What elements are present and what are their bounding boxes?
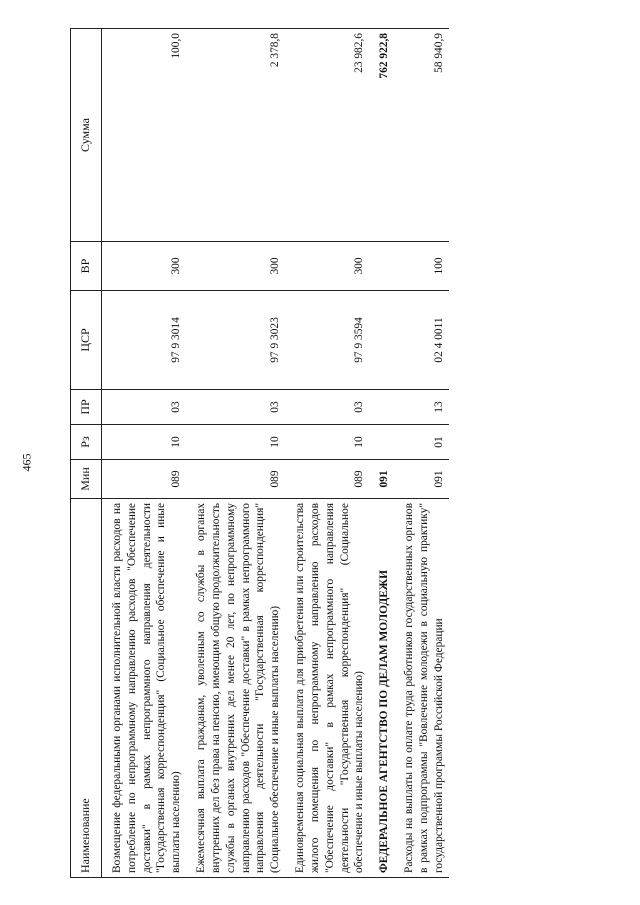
row-pr: 03 [108, 390, 186, 425]
row-min: 091 [400, 460, 448, 499]
header-pr: ПР [71, 390, 102, 425]
header-vr: ВР [71, 242, 102, 291]
row-rz: 10 [192, 425, 285, 460]
budget-table [70, 28, 449, 878]
table-row [108, 29, 186, 878]
row-pr: 03 [192, 390, 285, 425]
header-csr: ЦСР [71, 291, 102, 390]
table-row [400, 29, 448, 878]
row-sum: 23 982,6 [291, 29, 369, 242]
header-sum: Сумма [71, 29, 102, 242]
table-row-agency [375, 29, 394, 878]
row-csr: 02 4 0011 [400, 291, 448, 390]
table-row [192, 29, 285, 878]
row-name: Единовременная социальная выплата для приобретения или строительства жилого помещения по непрограммному направлению расходов "Обеспечение доставки" в рамках непрограммного направления деятельности "Государственная корреспонденция" (Социальное обеспечение и иные выплаты населению) [291, 499, 369, 878]
row-name: Возмещение федеральными органами исполнительной власти расходов на потребление по непрограммному направлению расходов "Обеспечение доставки" в рамках непрограммного направления деятельности "Государственная корреспонденция" (Социальное обеспечение и иные выплаты населению) [108, 499, 186, 878]
row-sum: 100,0 [108, 29, 186, 242]
row-rz: 01 [400, 425, 448, 460]
row-name: Расходы на выплаты по оплате труда работников государственных органов в рамках подпрограммы "Вовлечение молодежи в социальную практику" государственной программы Российской Федерации [400, 499, 448, 878]
row-min: 089 [108, 460, 186, 499]
row-rz: 10 [108, 425, 186, 460]
row-pr: 13 [400, 390, 448, 425]
row-csr: 97 9 3594 [291, 291, 369, 390]
row-vr: 100 [400, 242, 448, 291]
table-row [291, 29, 369, 878]
row-sum: 2 378,8 [192, 29, 285, 242]
agency-sum: 762 922,8 [375, 29, 394, 242]
row-csr [375, 291, 394, 390]
header-rz: Рз [71, 425, 102, 460]
row-vr: 300 [108, 242, 186, 291]
row-min: 091 [375, 460, 394, 499]
row-vr: 300 [192, 242, 285, 291]
agency-name: ФЕДЕРАЛЬНОЕ АГЕНТСТВО ПО ДЕЛАМ МОЛОДЕЖИ [375, 499, 394, 878]
table-header-row [71, 29, 102, 878]
page-number: 465 [19, 453, 34, 472]
row-sum: 58 940,9 [400, 29, 448, 242]
row-min: 089 [192, 460, 285, 499]
row-pr: 03 [291, 390, 369, 425]
row-min: 089 [291, 460, 369, 499]
row-vr: 300 [291, 242, 369, 291]
row-rz: 10 [291, 425, 369, 460]
row-name: Ежемесячная выплата гражданам, уволенным со службы в органах внутренних дел без права на пенсию, имеющим общую продолжительность службы в органах внутренних дел менее 20 лет, по непрограммному направлению расходов "Обеспечение доставки" в рамках непрограммного направления деятельности "Государственная корреспонденция" (Социальное обеспечение и иные выплаты населению) [192, 499, 285, 878]
budget-table-rotated [70, 28, 610, 878]
header-min: Мин [71, 460, 102, 499]
row-csr: 97 9 3014 [108, 291, 186, 390]
header-name: Наименование [71, 499, 102, 878]
row-pr [375, 390, 394, 425]
row-vr [375, 242, 394, 291]
row-csr: 97 9 3023 [192, 291, 285, 390]
row-rz [375, 425, 394, 460]
